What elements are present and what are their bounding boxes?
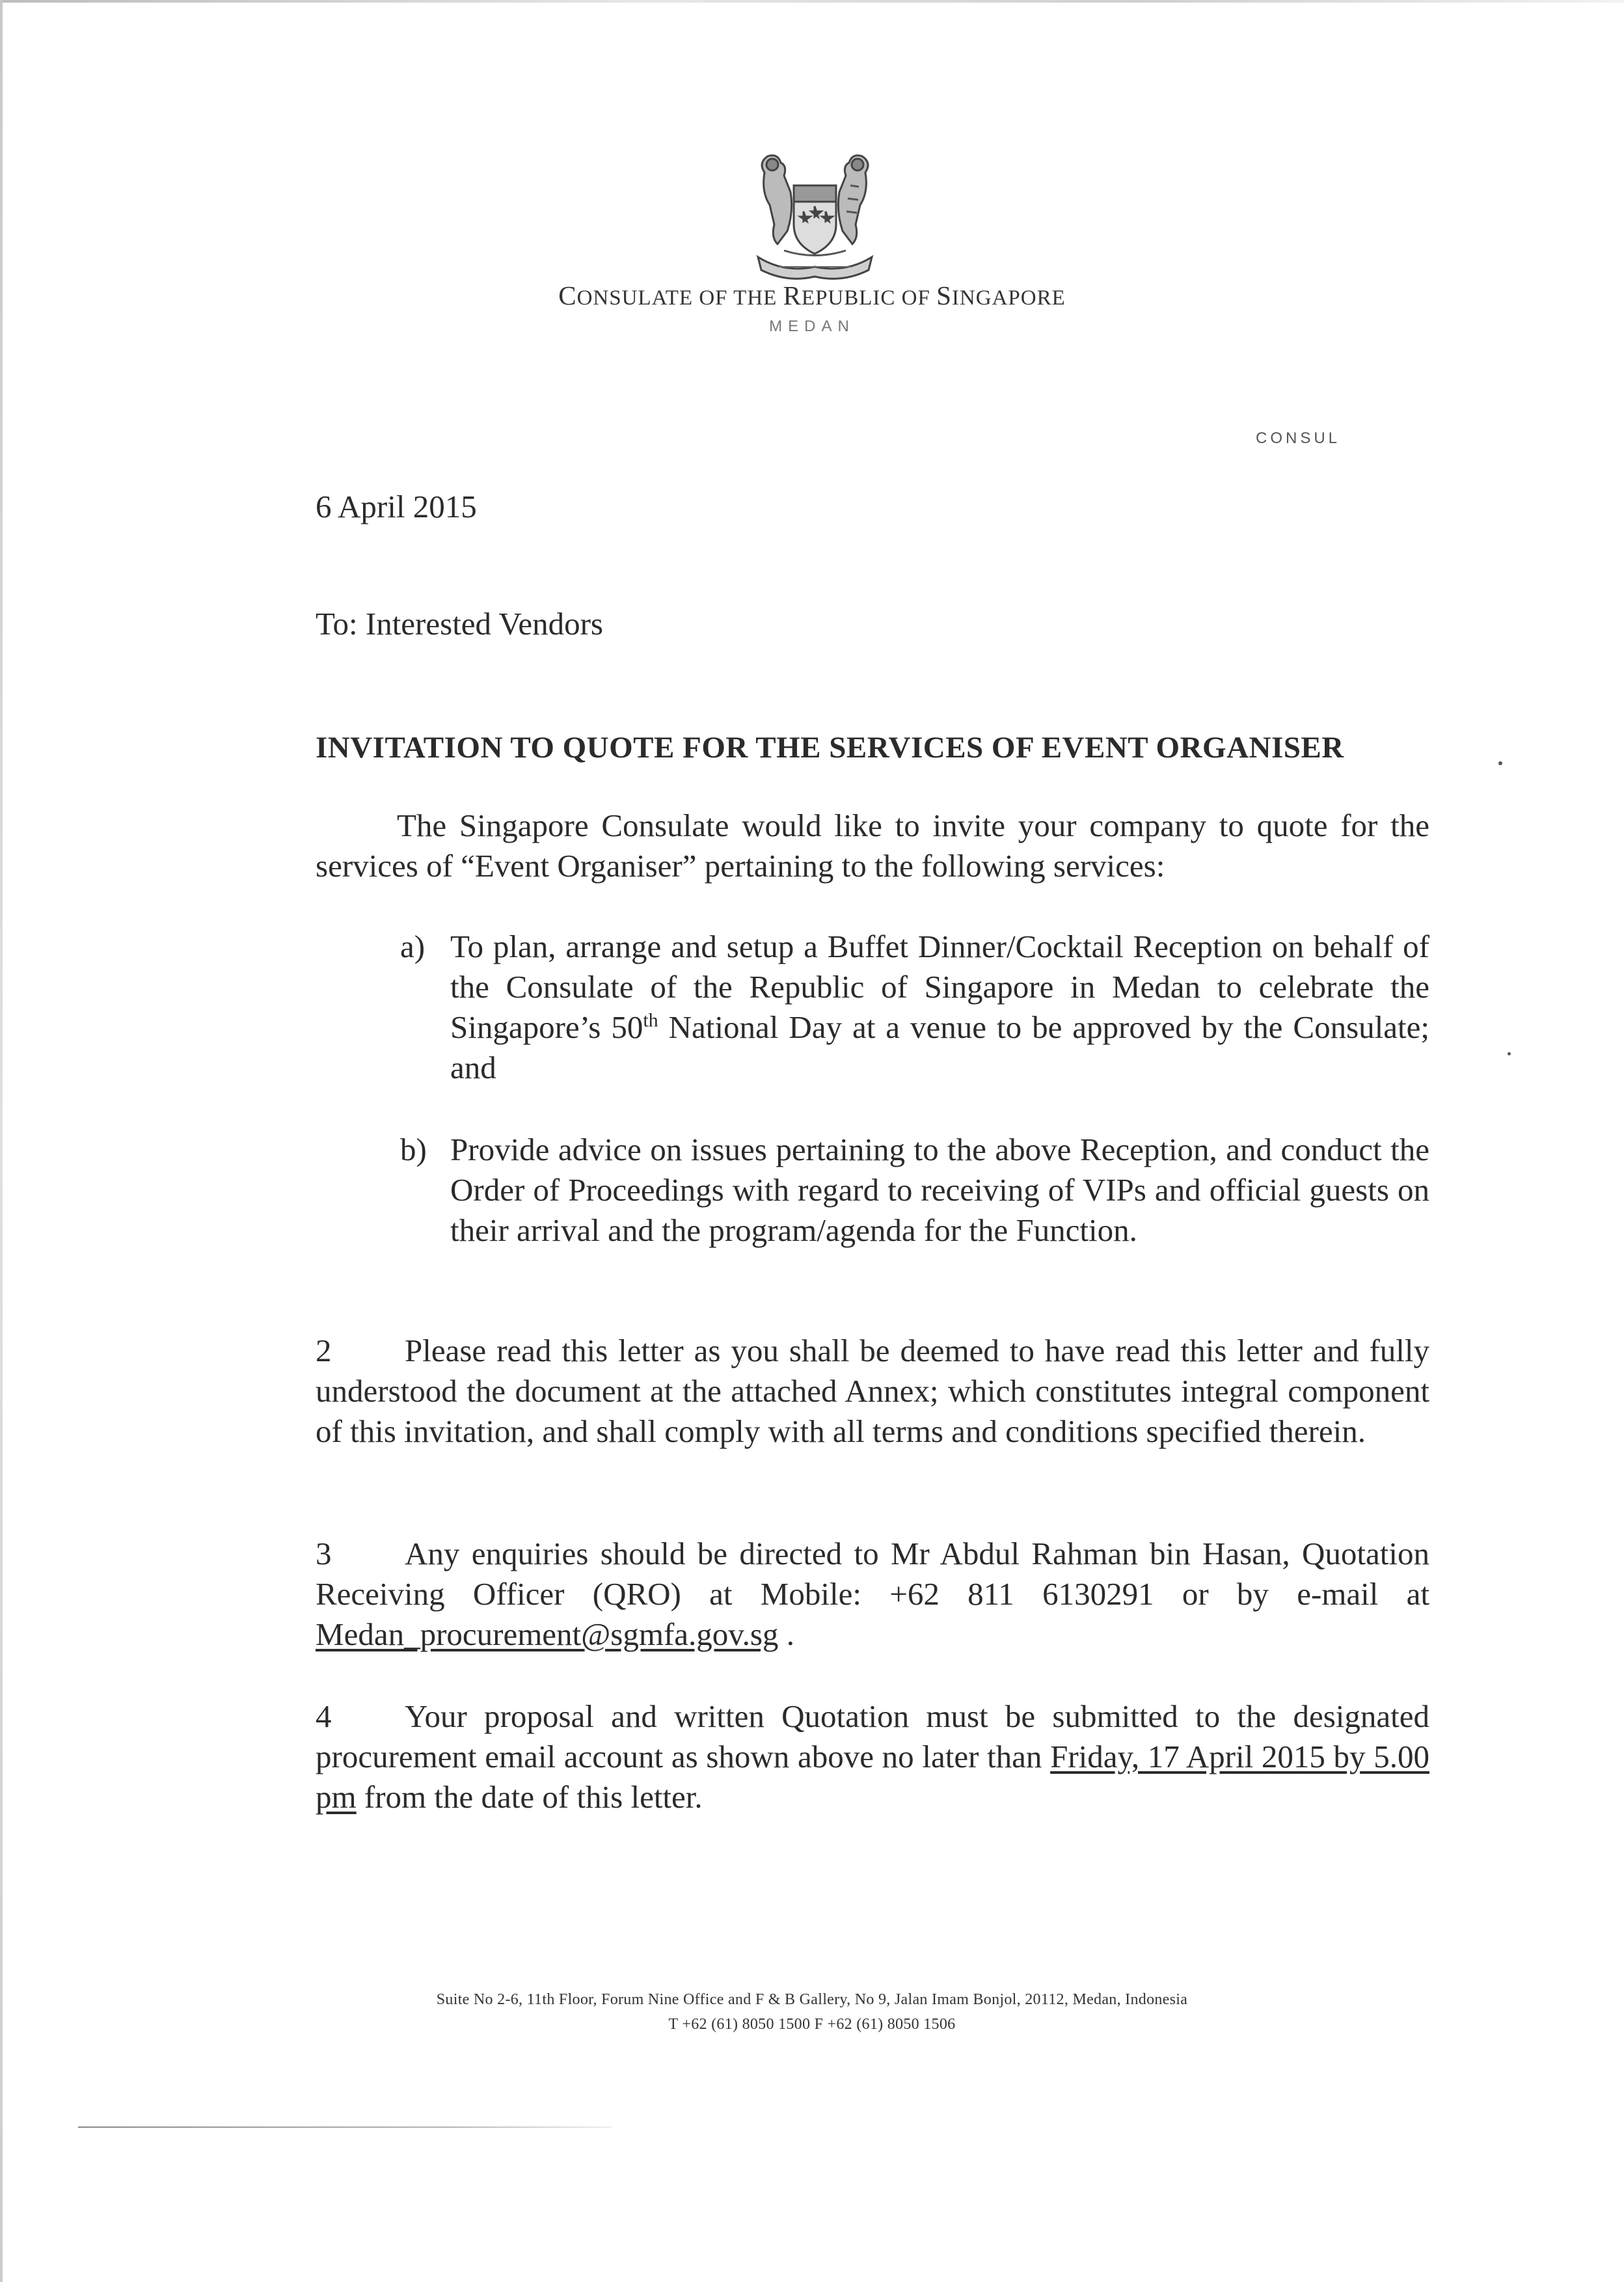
scan-speck <box>1508 1052 1511 1055</box>
procurement-email-link[interactable]: Medan_procurement@sgmfa.gov.sg <box>316 1616 779 1652</box>
letter-subject: INVITATION TO QUOTE FOR THE SERVICES OF EVENT ORGANISER <box>316 731 1344 765</box>
scan-speck <box>1498 761 1502 765</box>
paragraph-4: 4 Your proposal and written Quotation must be submitted to the designated procurement email account as shown above no later than Friday, 17 April 2015 by 5.00 pm from the date of this letter. <box>316 1698 1429 1815</box>
letter-date: 6 April 2015 <box>316 489 477 524</box>
office-tag: CONSUL <box>1256 429 1341 447</box>
list-item-text: Provide advice on issues pertaining to the above Reception, and conduct the Order of Proceedings with regard to receiving of VIPs and official guests on their arrival and the program/agenda for the Function. <box>450 1132 1429 1248</box>
scan-edge-left <box>0 0 3 2282</box>
paragraph-3: 3 Any enquiries should be directed to Mr Abdul Rahman bin Hasan, Quotation Receiving Officer (QRO) at Mobile: +62 811 6130291 or by e-mail at Medan_procurement@sgmfa.gov.sg . <box>316 1536 1429 1652</box>
coat-of-arms-icon <box>738 146 891 283</box>
scan-edge-top <box>0 0 1624 3</box>
list-marker: b) <box>400 1132 427 1167</box>
paragraph-2: 2 Please read this letter as you shall be deemed to have read this letter and fully understood the document at the attached Annex; which constitutes integral component of this invitation, and shall comply with all terms and conditions specified therein. <box>316 1333 1429 1449</box>
footer-address: Suite No 2-6, 11th Floor, Forum Nine Office and F & B Gallery, No 9, Jalan Imam Bonjol, 20112, Medan, Indonesia <box>436 1991 1188 2008</box>
footer-contact: T +62 (61) 8050 1500 F +62 (61) 8050 1506 <box>668 2016 956 2033</box>
submission-deadline: Friday, 17 April 2015 by 5.00 pm <box>316 1739 1429 1815</box>
list-marker: a) <box>400 929 426 964</box>
consulate-title: CONSULATE OF THE REPUBLIC OF SINGAPORE <box>558 280 1066 310</box>
intro-paragraph: The Singapore Consulate would like to invite your company to quote for the services of “Event Organiser” pertaining to the following services: <box>316 808 1429 884</box>
consulate-city: MEDAN <box>769 318 855 335</box>
letter-recipient: To: Interested Vendors <box>316 606 604 642</box>
list-item-text: To plan, arrange and setup a Buffet Dinner/Cocktail Reception on behalf of the Consulate of the Republic of Singapore in Medan to celebrate the Singapore’s 50th National Day at a venue to be approved by the Consulate; and <box>450 929 1429 1085</box>
footer-divider <box>78 2126 612 2128</box>
